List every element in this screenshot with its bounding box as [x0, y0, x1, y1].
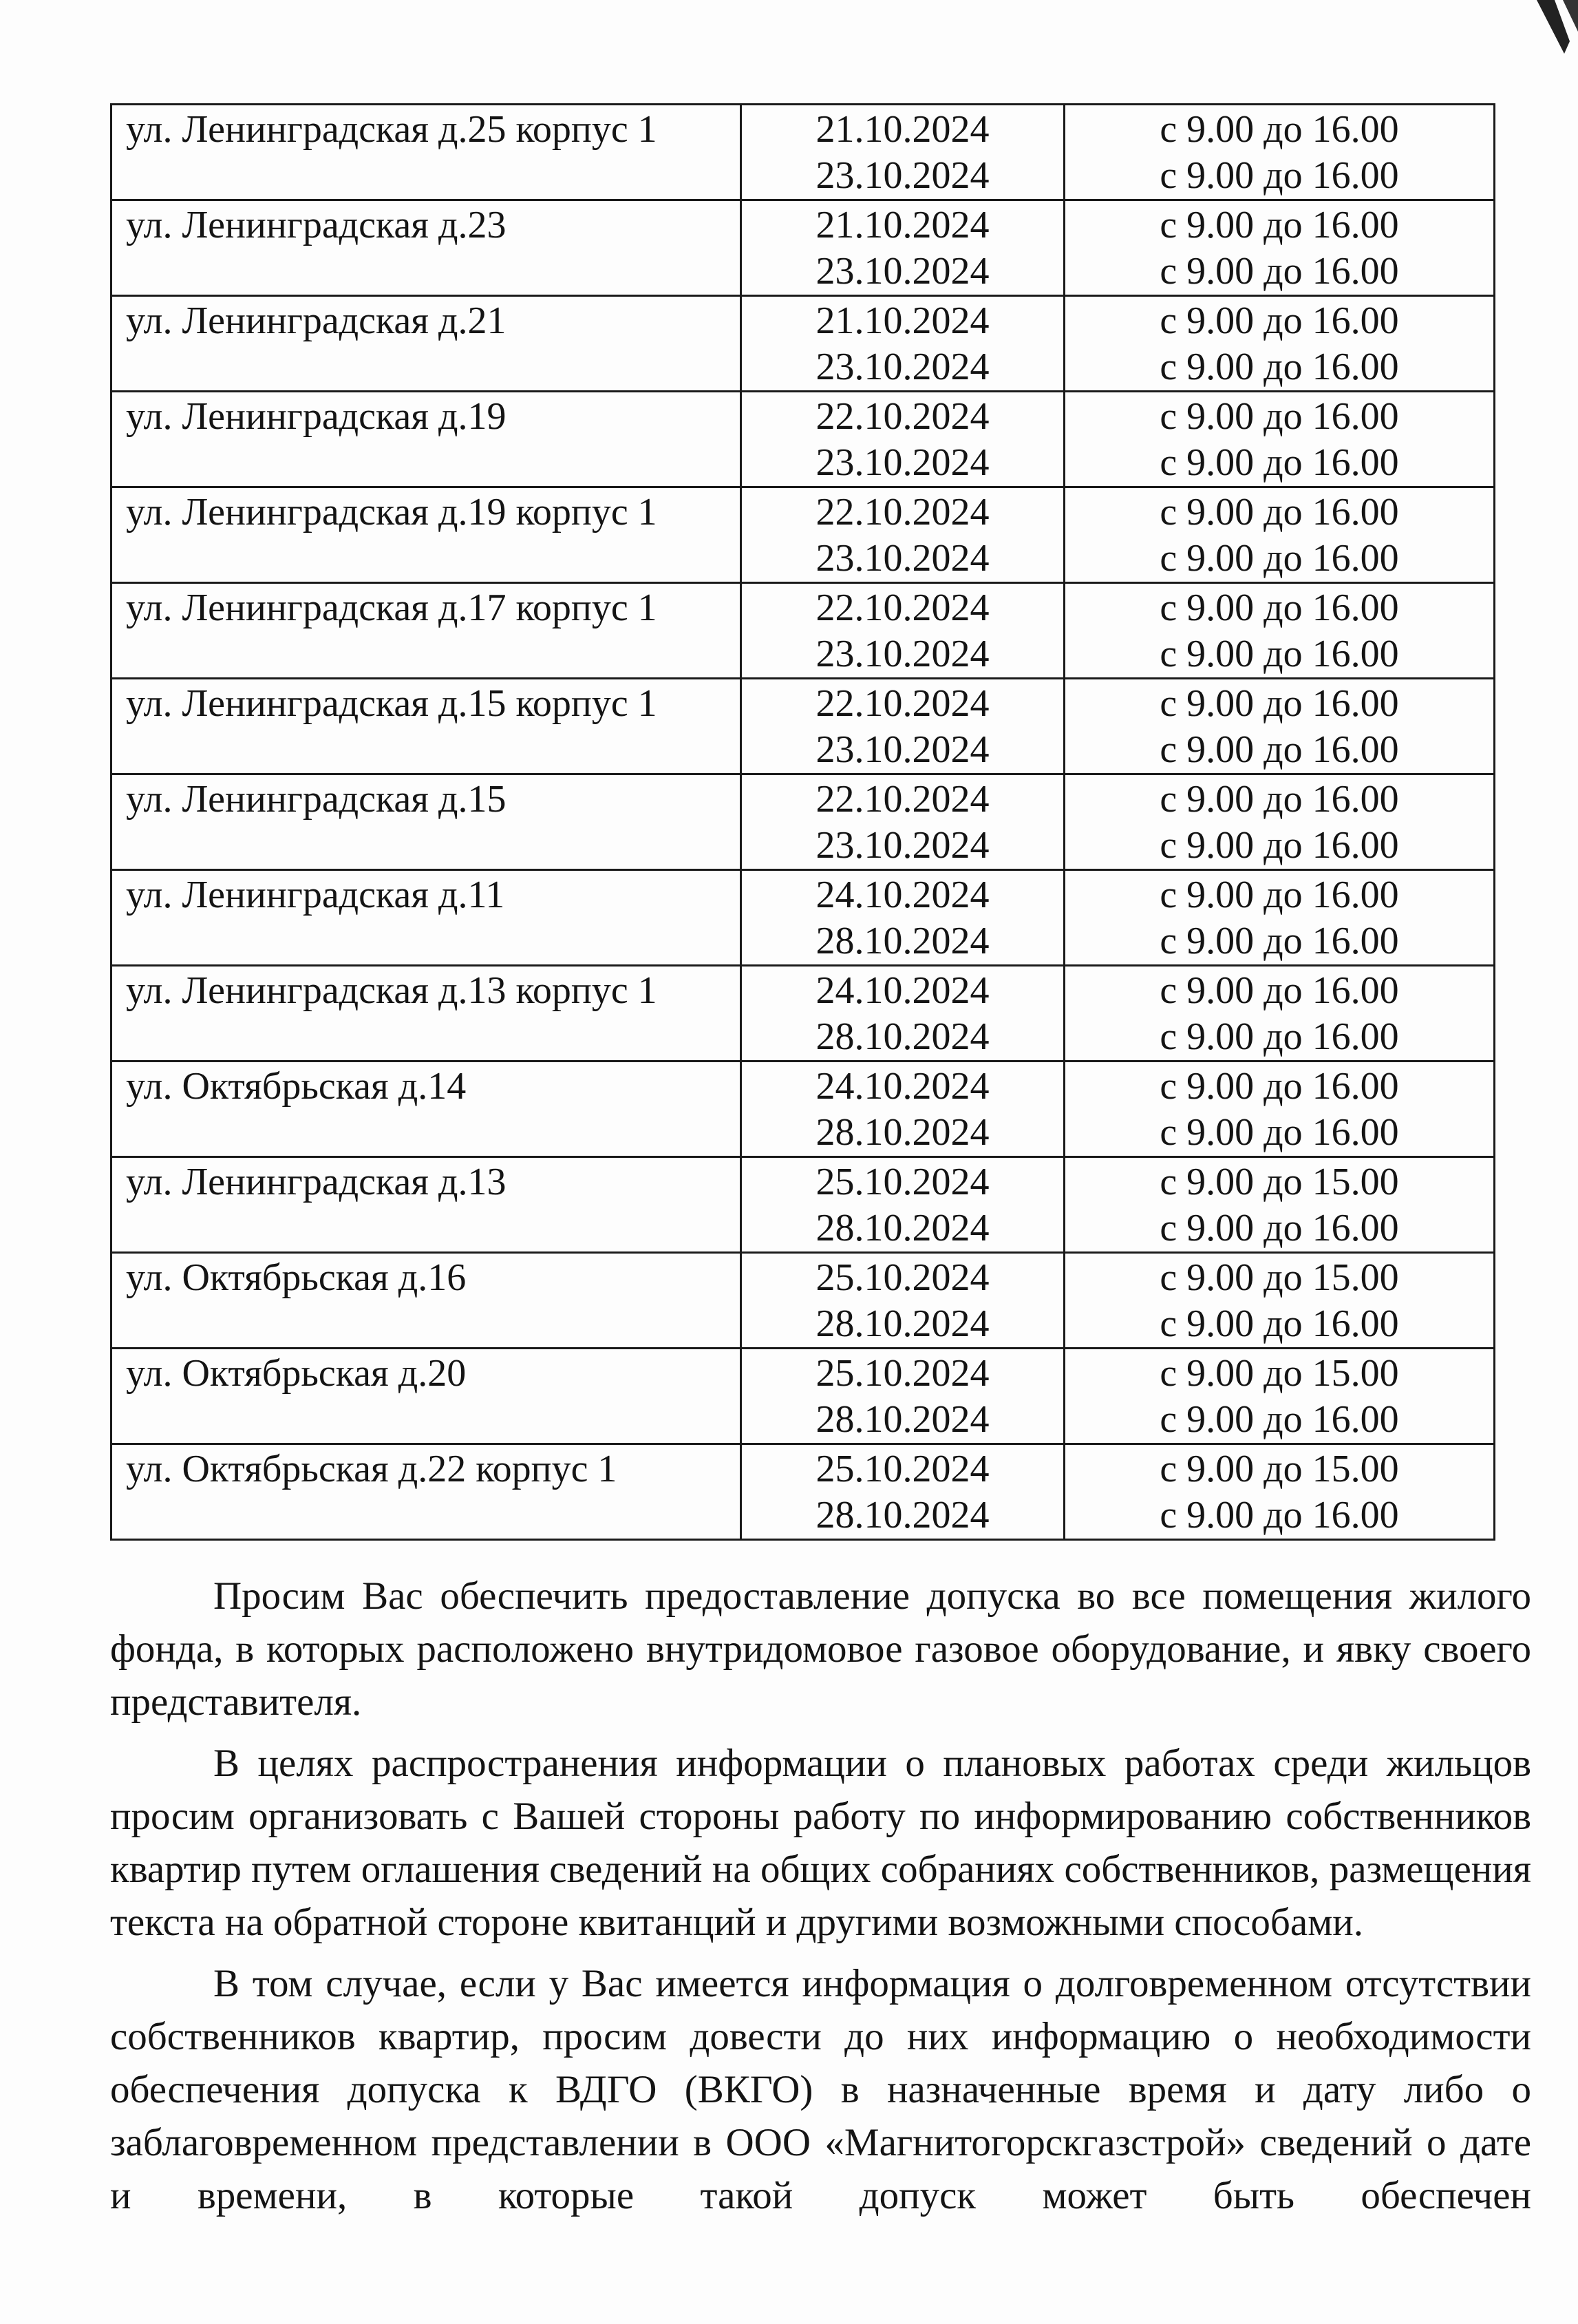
time-range-text: с 9.00 до 16.00 — [1160, 1015, 1399, 1058]
schedule-body — [111, 105, 1495, 1540]
date-text: 28.10.2024 — [815, 1494, 990, 1536]
time-range-text: с 9.00 до 16.00 — [1160, 154, 1399, 197]
address-cell — [111, 583, 741, 679]
times-cell — [1065, 1253, 1495, 1349]
dates-cell — [741, 870, 1065, 966]
times-cell — [1065, 200, 1495, 296]
time-range-text: с 9.00 до 16.00 — [1160, 1111, 1399, 1154]
times-cell — [1065, 1061, 1495, 1157]
times-cell — [1065, 105, 1495, 200]
date-text: 23.10.2024 — [815, 441, 990, 484]
address-text: ул. Ленинградская д.13 корпус 1 — [126, 969, 657, 1012]
times-cell — [1065, 487, 1495, 583]
date-text: 23.10.2024 — [815, 633, 990, 675]
letter-body — [110, 1570, 1531, 2230]
dates-cell — [741, 583, 1065, 679]
time-range-text: с 9.00 до 16.00 — [1160, 1398, 1399, 1441]
date-text: 21.10.2024 — [815, 299, 990, 342]
date-text: 28.10.2024 — [815, 920, 990, 962]
dates-cell — [741, 774, 1065, 870]
address-cell — [111, 1444, 741, 1540]
date-text: 25.10.2024 — [815, 1448, 990, 1490]
time-range-text: с 9.00 до 16.00 — [1160, 920, 1399, 962]
address-text: ул. Октябрьская д.22 корпус 1 — [126, 1448, 617, 1490]
dates-cell — [741, 392, 1065, 487]
times-cell — [1065, 679, 1495, 774]
date-text: 23.10.2024 — [815, 728, 990, 771]
address-cell — [111, 1061, 741, 1157]
table-row — [111, 296, 1495, 392]
dates-cell — [741, 1349, 1065, 1444]
address-text: ул. Ленинградская д.13 — [126, 1161, 507, 1203]
dates-cell — [741, 105, 1065, 200]
table-row — [111, 966, 1495, 1061]
time-range-text: с 9.00 до 16.00 — [1160, 633, 1399, 675]
date-text: 24.10.2024 — [815, 969, 990, 1012]
time-range-text: с 9.00 до 15.00 — [1160, 1256, 1399, 1299]
date-text: 25.10.2024 — [815, 1256, 990, 1299]
date-text: 24.10.2024 — [815, 1065, 990, 1108]
times-cell — [1065, 870, 1495, 966]
time-range-text: с 9.00 до 16.00 — [1160, 108, 1399, 151]
address-cell — [111, 200, 741, 296]
time-range-text: с 9.00 до 16.00 — [1160, 682, 1399, 725]
address-text: ул. Октябрьская д.14 — [126, 1065, 467, 1108]
time-range-text: с 9.00 до 16.00 — [1160, 395, 1399, 438]
address-text: ул. Ленинградская д.15 — [126, 778, 507, 821]
table-row — [111, 200, 1495, 296]
date-text: 21.10.2024 — [815, 204, 990, 246]
date-text: 22.10.2024 — [815, 395, 990, 438]
address-text: ул. Ленинградская д.15 корпус 1 — [126, 682, 657, 725]
address-text: ул. Ленинградская д.19 корпус 1 — [126, 491, 657, 534]
dates-cell — [741, 1253, 1065, 1349]
time-range-text: с 9.00 до 16.00 — [1160, 250, 1399, 293]
dates-cell — [741, 296, 1065, 392]
times-cell — [1065, 774, 1495, 870]
scan-corner-mark — [1489, 0, 1578, 83]
table-row — [111, 1444, 1495, 1540]
table-row — [111, 1349, 1495, 1444]
times-cell — [1065, 583, 1495, 679]
times-cell — [1065, 296, 1495, 392]
time-range-text: с 9.00 до 15.00 — [1160, 1161, 1399, 1203]
paragraph-access-request: Просим Вас обеспечить предоставление допуска во все помещения жилого фонда, в которых расположено внутридомовое газовое оборудование, и явку своего представителя. — [110, 1574, 1531, 1724]
date-text: 23.10.2024 — [815, 346, 990, 388]
address-cell — [111, 392, 741, 487]
date-text: 22.10.2024 — [815, 682, 990, 725]
time-range-text: с 9.00 до 16.00 — [1160, 1207, 1399, 1249]
date-text: 28.10.2024 — [815, 1207, 990, 1249]
table-row — [111, 1253, 1495, 1349]
table-row — [111, 1061, 1495, 1157]
date-text: 23.10.2024 — [815, 824, 990, 867]
dates-cell — [741, 679, 1065, 774]
time-range-text: с 9.00 до 16.00 — [1160, 441, 1399, 484]
time-range-text: с 9.00 до 16.00 — [1160, 537, 1399, 580]
address-cell — [111, 774, 741, 870]
table-row — [111, 487, 1495, 583]
address-text: ул. Ленинградская д.17 корпус 1 — [126, 587, 657, 629]
table-row — [111, 679, 1495, 774]
address-cell — [111, 487, 741, 583]
address-cell — [111, 105, 741, 200]
date-text: 25.10.2024 — [815, 1161, 990, 1203]
address-text: ул. Октябрьская д.16 — [126, 1256, 467, 1299]
time-range-text: с 9.00 до 16.00 — [1160, 346, 1399, 388]
address-cell — [111, 679, 741, 774]
inspection-schedule-table — [110, 103, 1495, 1541]
time-range-text: с 9.00 до 15.00 — [1160, 1352, 1399, 1395]
table-row — [111, 392, 1495, 487]
dates-cell — [741, 487, 1065, 583]
dates-cell — [741, 1157, 1065, 1253]
date-text: 23.10.2024 — [815, 250, 990, 293]
address-text: ул. Октябрьская д.20 — [126, 1352, 467, 1395]
date-text: 28.10.2024 — [815, 1015, 990, 1058]
address-cell — [111, 1349, 741, 1444]
date-text: 24.10.2024 — [815, 874, 990, 916]
table-row — [111, 1157, 1495, 1253]
paragraph-information-distribution: В целях распространения информации о плановых работах среди жильцов просим организовать с Вашей стороны работу по информированию собственников квартир путем оглашения сведений на общих собраниях собственников, размещения текста на обратной стороне квитанций и другими возможными способами. — [110, 1742, 1531, 1944]
address-cell — [111, 966, 741, 1061]
time-range-text: с 9.00 до 16.00 — [1160, 299, 1399, 342]
paragraph-absent-owners: В том случае, если у Вас имеется информация о долговременном отсутствии собственников квартир, просим довести до них информацию о необходимости обеспечения допуска к ВДГО (ВКГО) в назначенные время и дату либо о заблаговременном представлении в ООО «Магнитогорскгазстрой» сведений о дате и времени, в которые такой допуск может быть обеспечен — [110, 1962, 1531, 2217]
address-cell — [111, 870, 741, 966]
time-range-text: с 9.00 до 16.00 — [1160, 874, 1399, 916]
time-range-text: с 9.00 до 16.00 — [1160, 1494, 1399, 1536]
date-text: 23.10.2024 — [815, 154, 990, 197]
time-range-text: с 9.00 до 16.00 — [1160, 587, 1399, 629]
address-text: ул. Ленинградская д.25 корпус 1 — [126, 108, 657, 151]
table-row — [111, 774, 1495, 870]
date-text: 22.10.2024 — [815, 491, 990, 534]
address-text: ул. Ленинградская д.19 — [126, 395, 507, 438]
dates-cell — [741, 1444, 1065, 1540]
time-range-text: с 9.00 до 16.00 — [1160, 728, 1399, 771]
times-cell — [1065, 1444, 1495, 1540]
time-range-text: с 9.00 до 15.00 — [1160, 1448, 1399, 1490]
address-text: ул. Ленинградская д.21 — [126, 299, 507, 342]
times-cell — [1065, 966, 1495, 1061]
date-text: 28.10.2024 — [815, 1111, 990, 1154]
time-range-text: с 9.00 до 16.00 — [1160, 969, 1399, 1012]
address-text: ул. Ленинградская д.23 — [126, 204, 507, 246]
time-range-text: с 9.00 до 16.00 — [1160, 1065, 1399, 1108]
table-row — [111, 583, 1495, 679]
address-cell — [111, 296, 741, 392]
time-range-text: с 9.00 до 16.00 — [1160, 1302, 1399, 1345]
dates-cell — [741, 1061, 1065, 1157]
date-text: 23.10.2024 — [815, 537, 990, 580]
date-text: 25.10.2024 — [815, 1352, 990, 1395]
date-text: 28.10.2024 — [815, 1398, 990, 1441]
address-cell — [111, 1253, 741, 1349]
date-text: 22.10.2024 — [815, 587, 990, 629]
times-cell — [1065, 392, 1495, 487]
times-cell — [1065, 1157, 1495, 1253]
address-text: ул. Ленинградская д.11 — [126, 874, 505, 916]
date-text: 22.10.2024 — [815, 778, 990, 821]
date-text: 28.10.2024 — [815, 1302, 990, 1345]
time-range-text: с 9.00 до 16.00 — [1160, 824, 1399, 867]
dates-cell — [741, 200, 1065, 296]
time-range-text: с 9.00 до 16.00 — [1160, 491, 1399, 534]
date-text: 21.10.2024 — [815, 108, 990, 151]
table-row — [111, 870, 1495, 966]
address-cell — [111, 1157, 741, 1253]
dates-cell — [741, 966, 1065, 1061]
time-range-text: с 9.00 до 16.00 — [1160, 778, 1399, 821]
table-row — [111, 105, 1495, 200]
time-range-text: с 9.00 до 16.00 — [1160, 204, 1399, 246]
times-cell — [1065, 1349, 1495, 1444]
